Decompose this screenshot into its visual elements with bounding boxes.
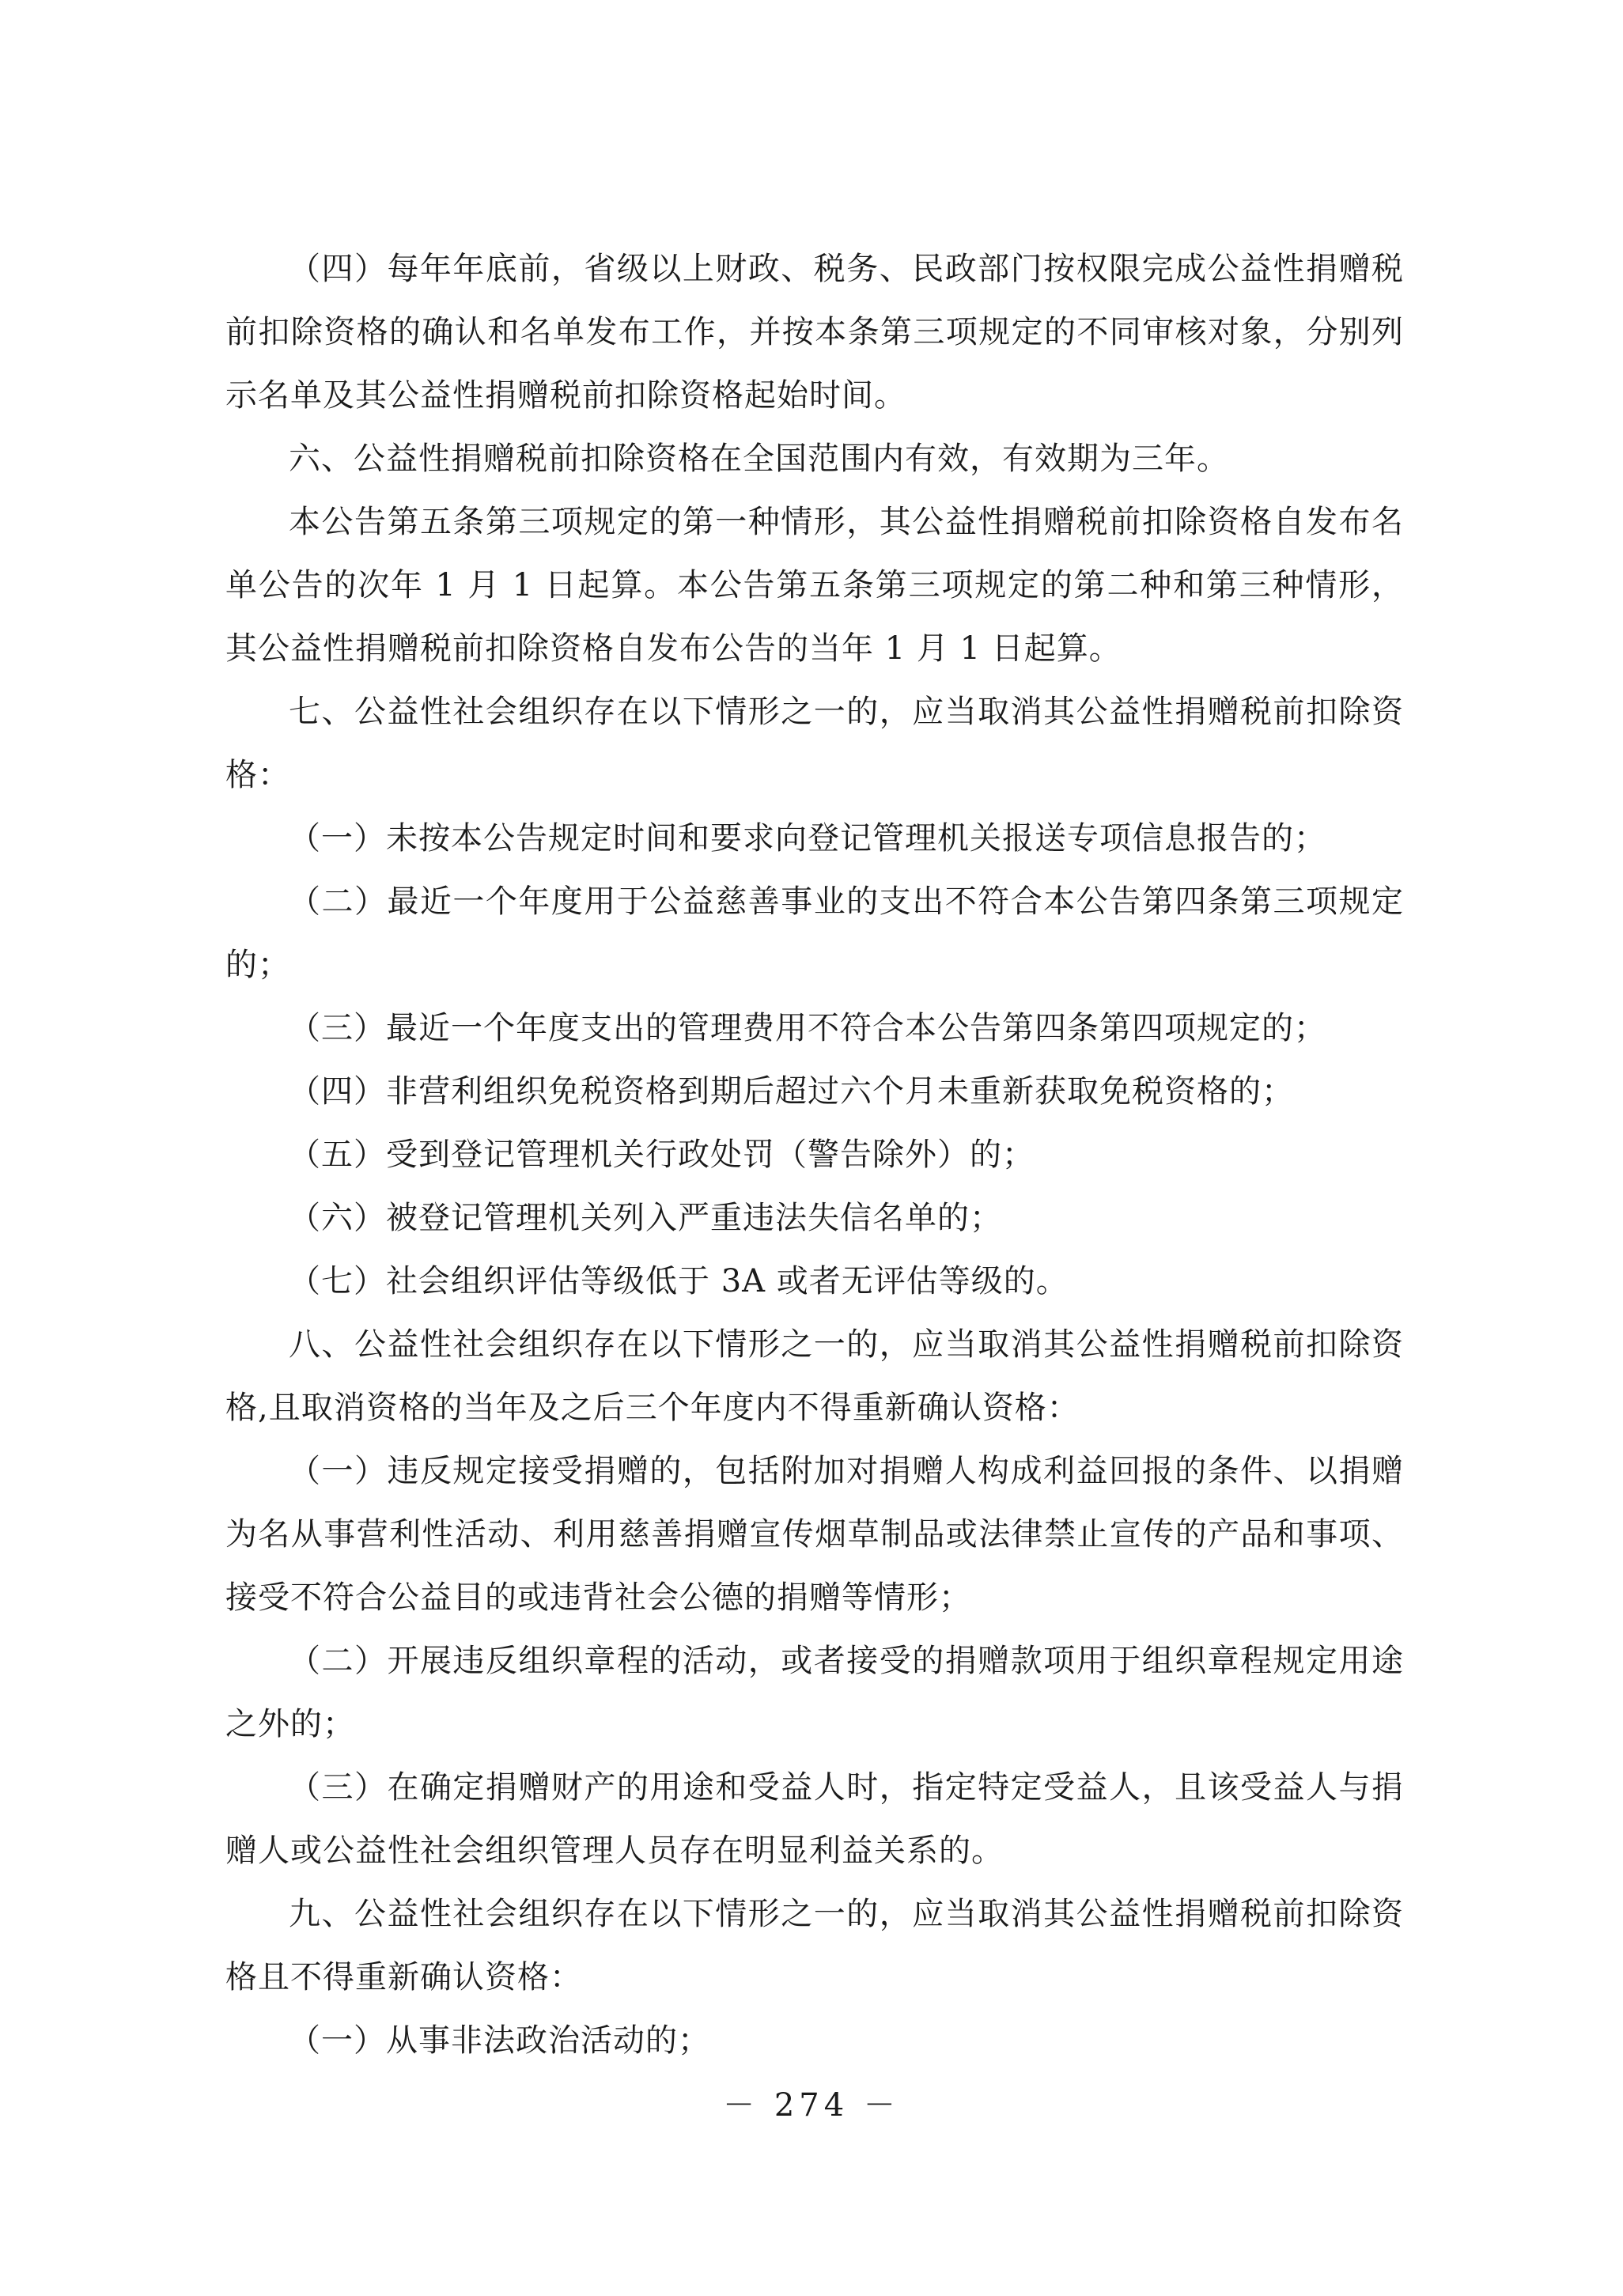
paragraph-article-8-item-1: （一）违反规定接受捐赠的，包括附加对捐赠人构成利益回报的条件、以捐赠为名从事营利性活动、利用慈善捐赠宣传烟草制品或法律禁止宣传的产品和事项、接受不符合公益目的或违背社会公德的捐赠等情形； <box>225 1453 1404 1616</box>
paragraph-article-8-item-3: （三）在确定捐赠财产的用途和受益人时，指定特定受益人，且该受益人与捐赠人或公益性社会组织管理人员存在明显利益关系的。 <box>225 1769 1404 1869</box>
paragraph-article-7-item-7: （七）社会组织评估等级低于 3A 或者无评估等级的。 <box>289 1263 1069 1299</box>
paragraph-article-7-item-3: （三）最近一个年度支出的管理费用不符合本公告第四条第四项规定的； <box>289 1010 1326 1046</box>
paragraph-article-7-item-4: （四）非营利组织免税资格到期后超过六个月未重新获取免税资格的； <box>289 1073 1294 1110</box>
paragraph-article-7: 七、公益性社会组织存在以下情形之一的，应当取消其公益性捐赠税前扣除资格： <box>225 694 1404 793</box>
paragraph-article-7-item-5: （五）受到登记管理机关行政处罚（警告除外）的； <box>289 1137 1035 1173</box>
paragraph-article-7-item-2: （二）最近一个年度用于公益慈善事业的支出不符合本公告第四条第三项规定的； <box>225 883 1404 983</box>
paragraph-article-8: 八、公益性社会组织存在以下情形之一的，应当取消其公益性捐赠税前扣除资格,且取消资格的当年及之后三个年度内不得重新确认资格： <box>225 1326 1404 1426</box>
paragraph-article-6: 六、公益性捐赠税前扣除资格在全国范围内有效，有效期为三年。 <box>289 441 1229 477</box>
paragraph-article-7-item-1: （一）未按本公告规定时间和要求向登记管理机关报送专项信息报告的； <box>289 820 1326 857</box>
paragraph-article-8-item-2: （二）开展违反组织章程的活动，或者接受的捐赠款项用于组织章程规定用途之外的； <box>225 1643 1404 1742</box>
paragraph-article-9: 九、公益性社会组织存在以下情形之一的，应当取消其公益性捐赠税前扣除资格且不得重新确认资格： <box>225 1896 1404 1995</box>
paragraph-article-9-item-1: （一）从事非法政治活动的； <box>289 2022 710 2059</box>
paragraph-article-7-item-6: （六）被登记管理机关列入严重违法失信名单的； <box>289 1200 1002 1236</box>
paragraph-4-4: （四）每年年底前，省级以上财政、税务、民政部门按权限完成公益性捐赠税前扣除资格的确认和名单发布工作，并按本条第三项规定的不同审核对象，分别列示名单及其公益性捐赠税前扣除资格起始时间。 <box>225 251 1404 414</box>
paragraph-article-6-start-date: 本公告第五条第三项规定的第一种情形，其公益性捐赠税前扣除资格自发布名单公告的次年 1 月 1 日起算。本公告第五条第三项规定的第二种和第三种情形，其公益性捐赠税前扣除资格自发布公告的当年 1 月 1 日起算。 <box>225 504 1404 667</box>
document-body <box>225 237 1404 2072</box>
page-number: － 274 － <box>723 2087 900 2124</box>
